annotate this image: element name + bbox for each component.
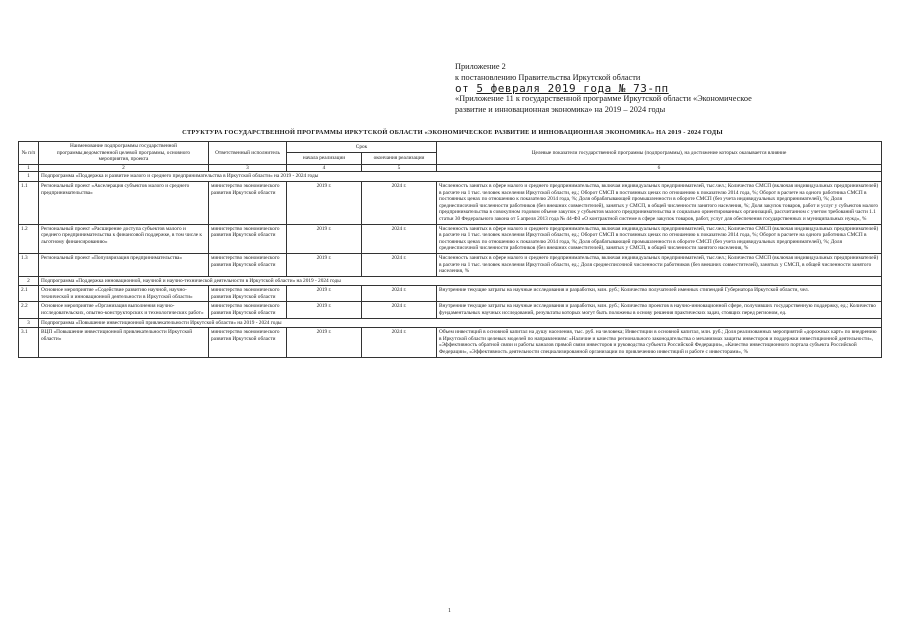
row-executor: министерство экономического развития Иркутской области [209,253,287,276]
row-end: 2024 г. [362,286,437,302]
row-end: 2024 г. [362,253,437,276]
program-ref-line2: развитие и инновационная экономика» на 2019 – 2024 годы [455,105,666,115]
row-executor: министерство экономического развития Иркутской области [209,224,287,253]
row-indicators: Численность занятых в сфере малого и среднего предпринимательства, включая индивидуальных предпринимателей, тыс.чел.; Количество СМСП (включая индивидуальных предпринимателей) в расчете на 1 тыс. человек населения Иркутской области, ед.; Доля среднесписочной численности работников (без внешних совместителей), занятых у СМСП, в общей численности занятого населения, % [437,253,882,276]
row-start: 2019 г. [287,181,362,224]
row-executor: министерство экономического развития Иркутской области [209,302,287,318]
row-indicators: Численность занятых в сфере малого и среднего предпринимательства, включая индивидуальных предпринимателей, тыс.чел.; Количество СМСП (включая индивидуальных предпринимателей) в расчете на 1 тыс. человек населения Иркутской области, ед.; Оборот СМСП в постоянных ценах по отношению к показателю 2014 года, %; Оборот в расчете на одного работника СМСП в постоянных ценах по отношению к показателю 2014 года, %; Доля обрабатывающей промышленности в обороте СМСП (без учета индивидуальных предпринимателей), %; Доля среднесписочной численности работников (без внешних совместителей), занятых у СМСП, в общей численности занятого населения, % [437,224,882,253]
row-indicators: Численность занятых в сфере малого и среднего предпринимательства, включая индивидуальных предпринимателей, тыс.чел.; Количество СМСП (включая индивидуальных предпринимателей) в расчете на 1 тыс. человек населения Иркутской области, ед.; Оборот СМСП в постоянных ценах по отношению к показателю 2014 года, %; Оборот в расчете на одного работника СМСП в постоянных ценах по отношению к показателю 2014 года, %; Доля обрабатывающей промышленности в обороте СМСП (без учета индивидуальных предпринимателей), %; Доля среднесписочной численности работников (без внешних совместителей), занятых у СМСП, в общей численности занятого населения, %; Доля закупок товаров, работ и услуг у субъектов малого предпринимательства в совокупном годовом объеме закупок у субъектов малого предпринимательства и социально ориентированных организаций, рассчитанном с учетом требований части 1.1 статьи 30 Федерального закона от 5 апреля 2013 года № 44-ФЗ «О контрактной системе в сфере закупок товаров, работ, услуг для обеспечения государственных и муниципальных нужд», % [437,181,882,224]
table-row [19,181,882,224]
row-name: ВЦП «Повышение инвестиционной привлекательности Иркутской области» [39,328,209,357]
resolution-ref: к постановлению Правительства Иркутской области [455,72,641,82]
row-num: 1.1 [19,181,39,224]
row-start: 2019 г. [287,286,362,302]
col-number: 1 [19,164,39,172]
row-indicators: Внутренние текущие затраты на научные исследования и разработки, млн. руб.; Количество получателей именных стипендий Губернатора Иркутской области, чел. [437,286,882,302]
row-name: Основное мероприятие «Содействие развитию научной, научно-технической и инновационной деятельности в Иркутской области» [39,286,209,302]
resolution-date-number [455,81,855,95]
page-number: 1 [448,608,451,614]
row-start: 2019 г. [287,328,362,357]
row-executor: министерство экономического развития Иркутской области [209,286,287,302]
col-number: 3 [209,164,287,172]
row-end: 2024 г. [362,181,437,224]
appendix-label: Приложение 2 [455,62,506,71]
table-header-row [19,142,882,153]
section-num: 2 [19,276,39,286]
row-end: 2024 г. [362,224,437,253]
col-number: 5 [362,164,437,172]
section-row [19,172,882,182]
document-header [455,62,855,116]
table-row [19,224,882,253]
col-number: 4 [287,164,362,172]
section-num: 1 [19,172,39,182]
row-end: 2024 г. [362,302,437,318]
col-number: 6 [437,164,882,172]
row-num: 2.2 [19,302,39,318]
row-num: 1.2 [19,224,39,253]
table-row [19,328,882,357]
row-num: 2.1 [19,286,39,302]
structure-table [18,141,882,358]
section-title: Подпрограмма «Поддержка инновационной, научной и научно-технической деятельности в Иркутской области» на 2019 - 2024 годы [39,276,882,286]
row-start: 2019 г. [287,302,362,318]
document-title: СТРУКТУРА ГОСУДАРСТВЕННОЙ ПРОГРАММЫ ИРКУТСКОЙ ОБЛАСТИ «ЭКОНОМИЧЕСКОЕ РАЗВИТИЕ И ИННОВАЦИОННАЯ ЭКОНОМИКА» НА 2019 - 2024 ГОДЫ [182,129,723,136]
section-num: 3 [19,318,39,328]
header-name: Наименование подпрограммы государственной программы,ведомственной целевой программы, основного мероприятия, проекта [39,142,209,165]
col-number: 2 [39,164,209,172]
row-num: 3.1 [19,328,39,357]
table-row [19,253,882,276]
header-executor: Ответственный исполнитель [209,142,287,165]
row-indicators: Объем инвестиций в основной капитал на душу населения, тыс. руб. на человека; Инвестиции в основной капитал, млн. руб.; Доля реализованных мероприятий «дорожных карт» по внедрению в Иркутской области целевых моделей по направлениям: «Наличие и качество регионального законодательства о механизмах защиты инвесторов и поддержки инвестиционной деятельности», «Эффективность обратной связи и работы каналов прямой связи инвесторов и руководства субъекта Российской Федерации», «Качество инвестиционного портала субъекта Российской Федерации», «Эффективность деятельности специализированной организации по привлечению инвестиций и работе с инвесторами», % [437,328,882,357]
row-name: Основное мероприятие «Организация выполнения научно-исследовательских, опытно-конструкторских и технологических работ» [39,302,209,318]
column-number-row [19,164,882,172]
section-title: Подпрограмма «Поддержка и развитие малого и среднего предпринимательства в Иркутской области» на 2019 - 2024 годы [39,172,882,182]
row-num: 1.3 [19,253,39,276]
section-row [19,318,882,328]
row-executor: министерство экономического развития Иркутской области [209,181,287,224]
row-end: 2024 г. [362,328,437,357]
header-indicators: Целевые показатели государственной программы (подпрограммы), на достижение которых оказывается влияние [437,142,882,165]
row-executor: министерство экономического развития Иркутской области [209,328,287,357]
header-end: окончания реализации [362,153,437,164]
table-row [19,286,882,302]
table-row [19,302,882,318]
row-name: Региональный проект «Расширение доступа субъектов малого и среднего предпринимательства к финансовой поддержке, в том числе к льготному финансированию» [39,224,209,253]
row-name: Региональный проект «Популяризация предпринимательства» [39,253,209,276]
date-prefix: от [455,81,470,95]
row-indicators: Внутренние текущие затраты на научные исследования и разработки, млн. руб.; Количество проектов в научно-инновационной сфере, получивших государственную поддержку, ед.; Количество фундаментальных научных исследований, результаты которых могут быть положены в основу решения практических задач, стоящих перед регионом, ед. [437,302,882,318]
header-start: начала реализации [287,153,362,164]
section-title: Подпрограмма «Повышение инвестиционной привлекательности Иркутской области» на 2019 - 2024 годы [39,318,882,328]
section-row [19,276,882,286]
row-start: 2019 г. [287,253,362,276]
header-num: № п/п [19,142,39,165]
row-name: Региональный проект «Акселерация субъектов малого и среднего предпринимательства» [39,181,209,224]
header-term: Срок [287,142,437,153]
program-ref-line1: «Приложение 11 к государственной программе Иркутской области «Экономическое [455,94,752,104]
date-number-handwritten: 5 февраля 2019 года № 73-пп [476,81,669,95]
row-start: 2019 г. [287,224,362,253]
